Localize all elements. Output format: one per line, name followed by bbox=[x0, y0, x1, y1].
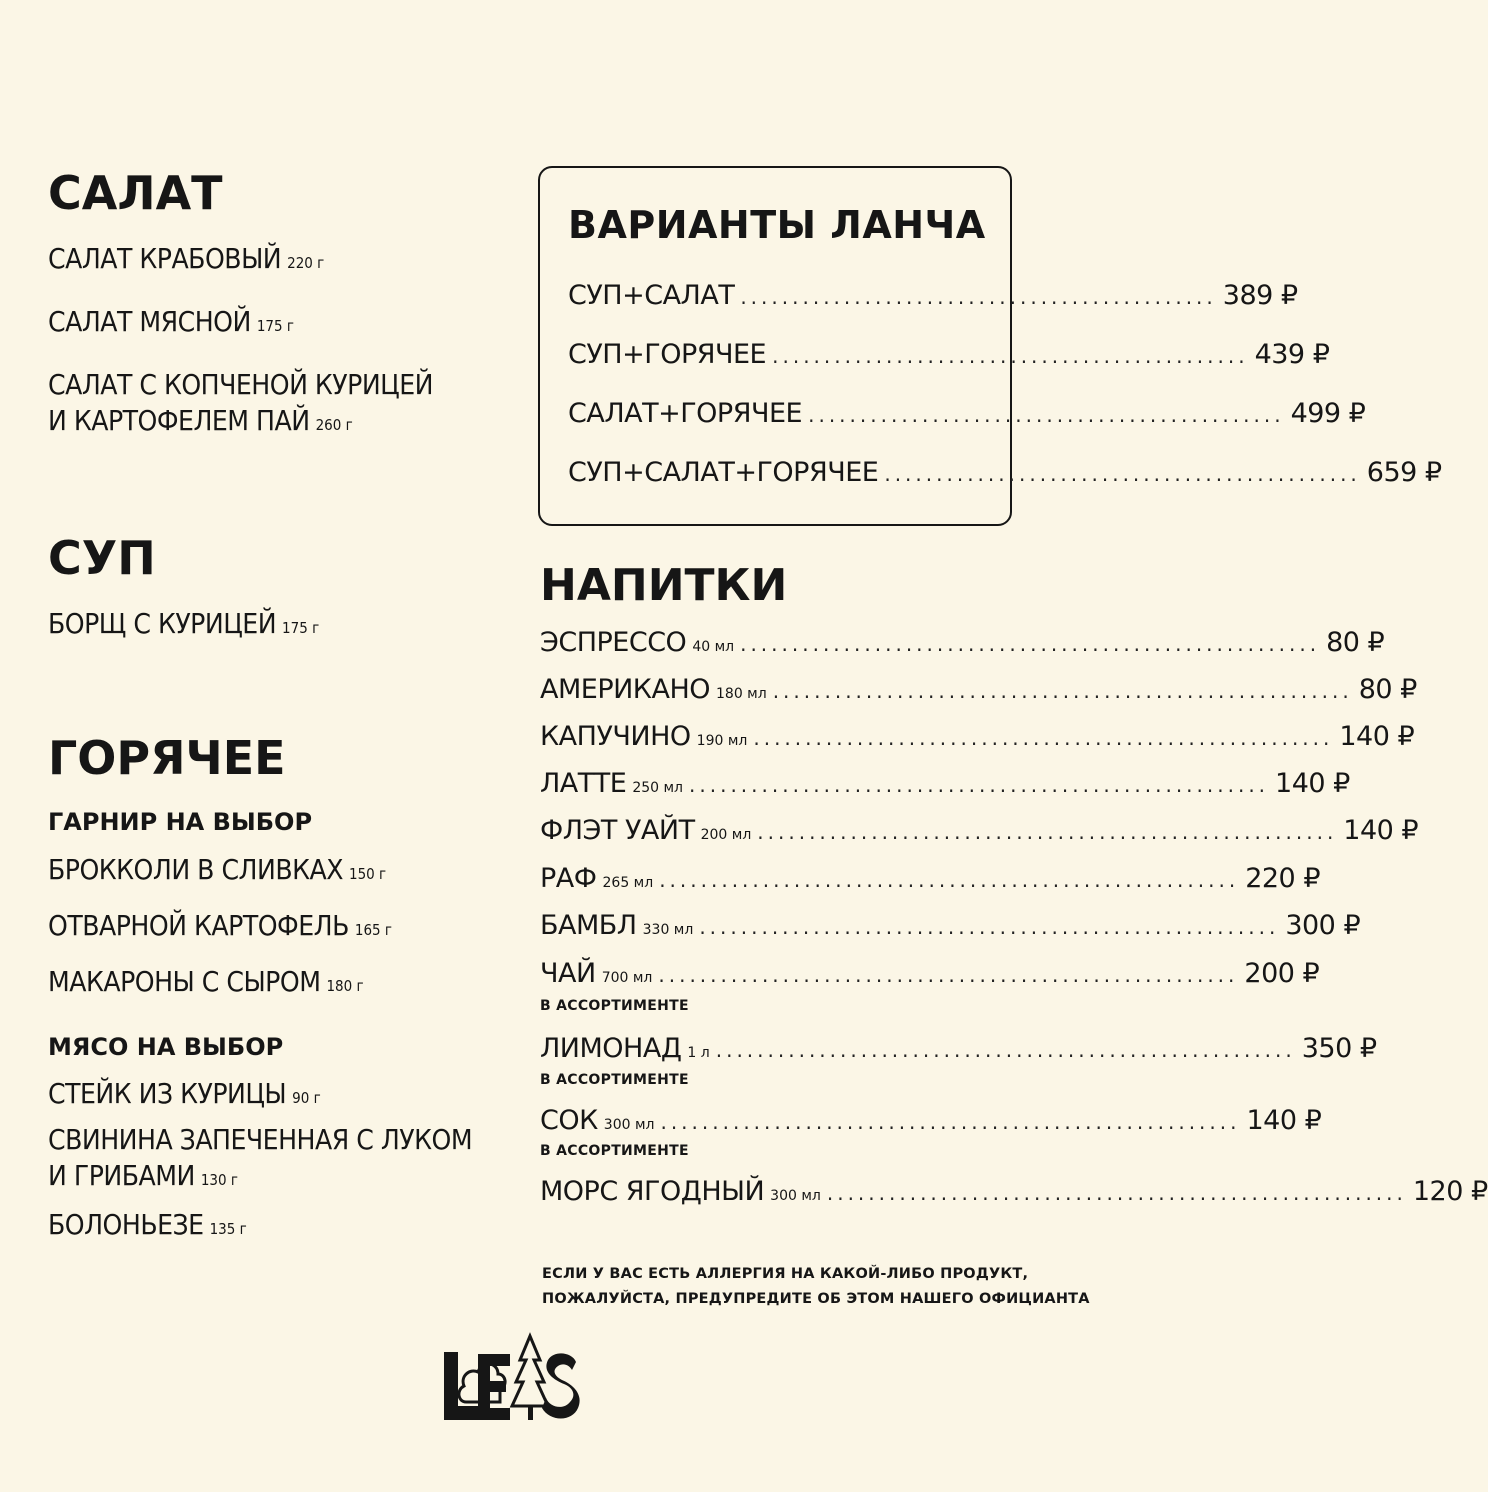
dot-leader: ........................................................ bbox=[740, 632, 1321, 656]
drink-label: АМЕРИКАНО bbox=[540, 674, 710, 705]
item-name: СТЕЙК ИЗ КУРИЦЫ bbox=[48, 1077, 287, 1110]
drink-price: 220 ₽ bbox=[1245, 863, 1320, 894]
drink-name bbox=[540, 1176, 821, 1207]
lunch-price: 439 ₽ bbox=[1254, 339, 1330, 370]
salad-item bbox=[48, 304, 294, 344]
item-name-line2: И КАРТОФЕЛЕМ ПАЙ bbox=[48, 404, 310, 437]
drink-row bbox=[540, 1033, 1377, 1064]
drink-label: ЭСПРЕССО bbox=[540, 627, 687, 658]
item-weight: 165 г bbox=[354, 921, 392, 939]
drink-row bbox=[540, 627, 1385, 658]
drink-price: 140 ₽ bbox=[1246, 1105, 1322, 1136]
drink-volume: 265 мл bbox=[602, 875, 654, 891]
drink-label: МОРС ЯГОДНЫЙ bbox=[540, 1176, 765, 1207]
drink-row bbox=[540, 674, 1417, 705]
drink-volume: 40 мл bbox=[692, 639, 735, 655]
drink-price: 80 ₽ bbox=[1326, 627, 1385, 658]
garnish-item bbox=[48, 908, 392, 948]
drink-name bbox=[540, 863, 653, 894]
dot-leader: ........................................................ bbox=[699, 915, 1280, 939]
drink-price: 350 ₽ bbox=[1301, 1033, 1377, 1064]
drink-name bbox=[540, 674, 767, 705]
lunch-row bbox=[568, 398, 1366, 429]
lunch-name: СУП+САЛАТ+ГОРЯЧЕЕ bbox=[568, 457, 879, 488]
item-name: САЛАТ КРАБОВЫЙ bbox=[48, 242, 282, 275]
drink-price: 300 ₽ bbox=[1285, 910, 1361, 941]
drink-volume: 330 мл bbox=[642, 922, 694, 938]
lunch-price: 659 ₽ bbox=[1366, 457, 1442, 488]
drink-row bbox=[540, 863, 1320, 894]
drink-name bbox=[540, 1105, 654, 1136]
drink-price: 80 ₽ bbox=[1358, 674, 1417, 705]
dot-leader: ........................................................ bbox=[826, 1181, 1407, 1205]
dot-leader: ........................................................ bbox=[772, 679, 1353, 703]
hot-title: ГОРЯЧЕЕ bbox=[48, 731, 286, 785]
lunch-options-box bbox=[538, 166, 1442, 526]
drink-label: СОК bbox=[540, 1105, 598, 1136]
dot-leader: .............................................. bbox=[884, 462, 1361, 486]
meat-subtitle: МЯСО НА ВЫБОР bbox=[48, 1033, 284, 1061]
item-name: БРОККОЛИ В СЛИВКАХ bbox=[48, 853, 343, 886]
item-name: БОРЩ С КУРИЦЕЙ bbox=[48, 607, 277, 640]
lunch-row bbox=[568, 280, 1298, 311]
lunch-name: СУП+ГОРЯЧЕЕ bbox=[568, 339, 767, 370]
item-weight: 150 г bbox=[348, 865, 387, 883]
salad-title: САЛАТ bbox=[48, 166, 223, 220]
drink-volume: 300 мл bbox=[770, 1188, 821, 1204]
soup-item bbox=[48, 606, 319, 646]
assortment-note: В АССОРТИМЕНТЕ bbox=[540, 1143, 689, 1159]
dot-leader: ........................................................ bbox=[689, 773, 1270, 797]
drink-row bbox=[540, 768, 1350, 799]
assortment-note: В АССОРТИМЕНТЕ bbox=[540, 998, 689, 1014]
dot-leader: ........................................................ bbox=[715, 1038, 1296, 1062]
drink-label: ЧАЙ bbox=[540, 958, 596, 989]
drink-name bbox=[540, 1033, 710, 1064]
garnish-item bbox=[48, 852, 386, 892]
salad-item bbox=[48, 241, 324, 281]
item-name-line1: СВИНИНА ЗАПЕЧЕННАЯ С ЛУКОМ bbox=[48, 1123, 473, 1156]
drink-row bbox=[540, 721, 1415, 752]
meat-item bbox=[48, 1076, 321, 1116]
dot-leader: ........................................................ bbox=[753, 726, 1334, 750]
dot-leader: .............................................. bbox=[740, 285, 1217, 309]
salad-item bbox=[48, 367, 433, 443]
allergy-note-line2: ПОЖАЛУЙСТА, ПРЕДУПРЕДИТЕ ОБ ЭТОМ НАШЕГО ОФИЦИАНТА bbox=[542, 1291, 1090, 1307]
garnish-subtitle: ГАРНИР НА ВЫБОР bbox=[48, 808, 313, 836]
drink-price: 120 ₽ bbox=[1412, 1176, 1488, 1207]
dot-leader: ........................................................ bbox=[660, 1110, 1241, 1134]
drink-row bbox=[540, 815, 1419, 846]
item-weight: 175 г bbox=[282, 619, 320, 637]
item-weight: 175 г bbox=[256, 317, 294, 335]
drink-volume: 200 мл bbox=[700, 827, 752, 843]
soup-title: СУП bbox=[48, 531, 156, 585]
item-name-line2: И ГРИБАМИ bbox=[48, 1159, 195, 1192]
drink-name bbox=[540, 721, 747, 752]
drink-name bbox=[540, 768, 683, 799]
drink-label: КАПУЧИНО bbox=[540, 721, 691, 752]
assortment-note: В АССОРТИМЕНТЕ bbox=[540, 1072, 689, 1088]
item-name: МАКАРОНЫ С СЫРОМ bbox=[48, 965, 321, 998]
item-weight: 260 г bbox=[315, 416, 353, 434]
lunch-row bbox=[568, 457, 1442, 488]
drink-label: ЛАТТЕ bbox=[540, 768, 627, 799]
drink-label: БАМБЛ bbox=[540, 910, 637, 941]
lunch-name: САЛАТ+ГОРЯЧЕЕ bbox=[568, 398, 803, 429]
item-weight: 180 г bbox=[326, 977, 364, 995]
item-weight: 135 г bbox=[209, 1220, 247, 1238]
lunch-price: 499 ₽ bbox=[1290, 398, 1366, 429]
drinks-title: НАПИТКИ bbox=[540, 560, 788, 611]
item-name: БОЛОНЬЕЗЕ bbox=[48, 1208, 204, 1241]
lunch-name: СУП+САЛАТ bbox=[568, 280, 735, 311]
drink-price: 140 ₽ bbox=[1275, 768, 1350, 799]
dot-leader: .............................................. bbox=[808, 403, 1285, 427]
garnish-item bbox=[48, 964, 364, 1004]
drink-name bbox=[540, 958, 652, 989]
item-weight: 130 г bbox=[200, 1171, 238, 1189]
drink-name bbox=[540, 910, 693, 941]
allergy-note bbox=[542, 1262, 1090, 1312]
drink-name bbox=[540, 815, 751, 846]
dot-leader: ........................................................ bbox=[659, 868, 1240, 892]
drink-label: ФЛЭТ УАЙТ bbox=[540, 815, 695, 846]
drink-label: ЛИМОНАД bbox=[540, 1033, 682, 1064]
drink-row bbox=[540, 910, 1361, 941]
lunch-title: ВАРИАНТЫ ЛАНЧА bbox=[568, 203, 986, 247]
drink-volume: 250 мл bbox=[632, 780, 684, 796]
dot-leader: .............................................. bbox=[772, 344, 1249, 368]
les-logo bbox=[442, 1332, 582, 1422]
drink-name bbox=[540, 627, 734, 658]
item-weight: 90 г bbox=[292, 1089, 321, 1107]
drink-row bbox=[540, 1105, 1322, 1136]
dot-leader: ........................................................ bbox=[757, 820, 1338, 844]
drink-row bbox=[540, 958, 1320, 989]
drink-price: 200 ₽ bbox=[1244, 958, 1320, 989]
drink-volume: 180 мл bbox=[716, 686, 767, 702]
item-name-line1: САЛАТ С КОПЧЕНОЙ КУРИЦЕЙ bbox=[48, 368, 434, 401]
drink-volume: 190 мл bbox=[696, 733, 748, 749]
drink-price: 140 ₽ bbox=[1343, 815, 1419, 846]
item-weight: 220 г bbox=[287, 254, 325, 272]
drink-row bbox=[540, 1176, 1488, 1207]
drink-volume: 300 мл bbox=[603, 1117, 655, 1133]
meat-item bbox=[48, 1122, 472, 1198]
item-name: САЛАТ МЯСНОЙ bbox=[48, 305, 251, 338]
item-name: ОТВАРНОЙ КАРТОФЕЛЬ bbox=[48, 909, 349, 942]
drink-price: 140 ₽ bbox=[1339, 721, 1415, 752]
drink-volume: 700 мл bbox=[601, 970, 653, 986]
drink-volume: 1 л bbox=[687, 1045, 710, 1061]
dot-leader: ........................................................ bbox=[658, 963, 1239, 987]
lunch-price: 389 ₽ bbox=[1222, 280, 1298, 311]
lunch-row bbox=[568, 339, 1330, 370]
drink-label: РАФ bbox=[540, 863, 597, 894]
meat-item bbox=[48, 1207, 247, 1247]
allergy-note-line1: ЕСЛИ У ВАС ЕСТЬ АЛЛЕРГИЯ НА КАКОЙ-ЛИБО ПРОДУКТ, bbox=[542, 1266, 1029, 1282]
